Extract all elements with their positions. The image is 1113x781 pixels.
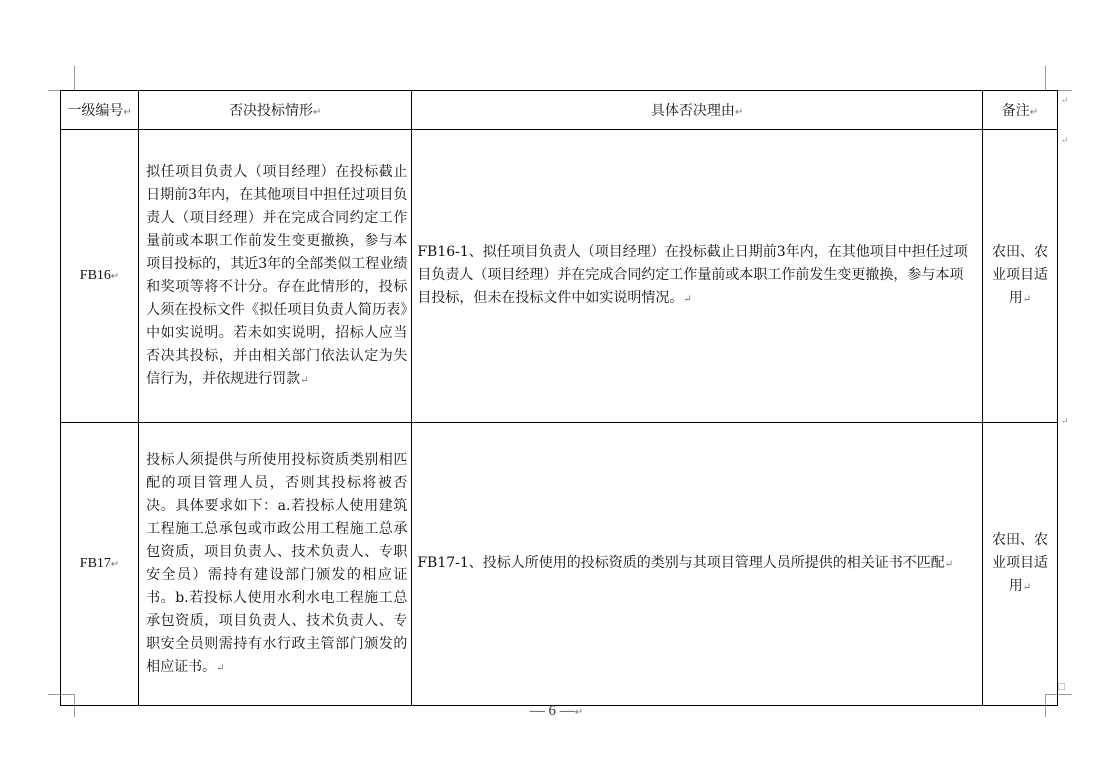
row-end-mark-icon: ↵	[1061, 136, 1069, 146]
header-remarks: 备注↵	[982, 91, 1057, 130]
header-level1-code: 一级编号↵	[61, 91, 139, 130]
table-row	[61, 130, 1058, 423]
row-reason: FB17-1、投标人所使用的投标资质的类别与其项目管理人员所提供的相关证书不匹配↵	[412, 423, 983, 706]
row-code: FB16↵	[61, 130, 139, 423]
row-end-mark-icon: ↵	[1061, 96, 1069, 106]
crop-mark-top-left	[48, 66, 75, 91]
header-specific-reason: 具体否决理由↵	[412, 91, 983, 130]
table-end-mark-icon: □	[1057, 682, 1066, 692]
rejection-criteria-table	[60, 90, 1058, 706]
header-rejection-situation: 否决投标情形↵	[139, 91, 412, 130]
row-note: 农田、农业项目适用↵	[982, 423, 1057, 706]
row-code: FB17↵	[61, 423, 139, 706]
row-end-mark-icon: ↵	[1061, 417, 1069, 427]
row-reason: FB16-1、拟任项目负责人（项目经理）在投标截止日期前3年内，在其他项目中担任过项目负责人（项目经理）并在完成合同约定工作量前或本职工作前发生变更撤换，参与本项目投标，但未在投标文件中如实说明情况。↵	[412, 130, 983, 423]
row-situation: 拟任项目负责人（项目经理）在投标截止日期前3年内，在其他项目中担任过项目负责人（项目经理）并在完成合同约定工作量前或本职工作前发生变更撤换，参与本项目投标的，其近3年的全部类似工程业绩和奖项等将不计分。存在此情形的，投标人须在投标文件《拟任项目负责人简历表》中如实说明。若未如实说明，招标人应当否决其投标，并由相关部门依法认定为失信行为，并依规进行罚款↵	[139, 130, 412, 423]
row-situation: 投标人须提供与所使用投标资质类别相匹配的项目管理人员，否则其投标将被否决。具体要求如下：a.若投标人使用建筑工程施工总承包或市政公用工程施工总承包资质，项目负责人、技术负责人、专职安全员）需持有建设部门颁发的相应证书。b.若投标人使用水利水电工程施工总承包资质，项目负责人、技术负责人、专职安全员则需持有水行政主管部门颁发的相应证书。↵	[139, 423, 412, 706]
table-row	[61, 423, 1058, 706]
page-number: — 6 —↵	[529, 703, 584, 719]
crop-mark-top-right	[1045, 66, 1072, 91]
row-note: 农田、农业项目适用↵	[982, 130, 1057, 423]
table-header-row	[61, 91, 1058, 130]
